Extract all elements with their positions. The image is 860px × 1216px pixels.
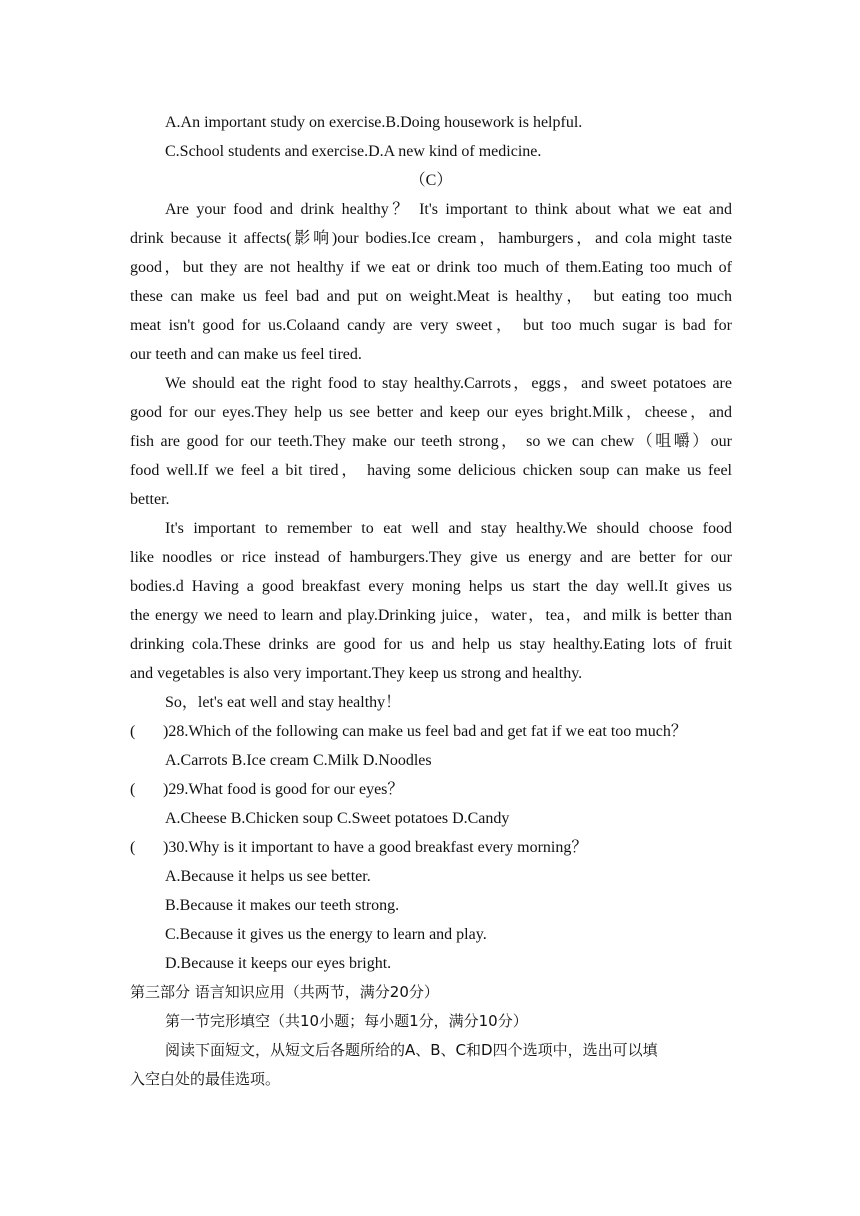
question-30-option-d: D.Because it keeps our eyes bright. <box>165 955 392 972</box>
question-28 <box>130 717 732 746</box>
part3-instruction-line-1: 阅读下面短文，从短文后各题所给的A、B、C和D四个选项中，选出可以填 <box>165 1041 658 1059</box>
question-28-options: A.Carrots B.Ice cream C.Milk D.Noodles <box>165 752 432 769</box>
prev-option-line-2: C.School students and exercise.D.A new kind of medicine. <box>165 143 542 160</box>
passage-line: drinking cola.These drinks are good for us and help us stay healthy.Eating lots of fruit <box>130 636 732 653</box>
passage-line: good for our eyes.They help us see better and keep our eyes bright.Milk，cheese，and <box>130 404 732 421</box>
question-30-option-c: C.Because it gives us the energy to learn and play. <box>165 926 487 943</box>
answer-bracket[interactable]: ( <box>130 723 136 740</box>
passage-line: meat isn't good for us.Colaand candy are very sweet， but too much sugar is bad for <box>130 317 732 334</box>
passage-line: better. <box>130 491 170 508</box>
passage-line: and vegetables is also very important.They keep us strong and healthy. <box>130 665 583 682</box>
passage-line: the energy we need to learn and play.Drinking juice，water，tea，and milk is better than <box>130 607 732 624</box>
part3-section1-heading: 第一节完形填空（共10小题；每小题1分，满分10分） <box>165 1012 528 1030</box>
passage-line: bodies.d Having a good breakfast every moning helps us start the day well.It gives us <box>130 578 732 595</box>
prev-option-line-1: A.An important study on exercise.B.Doing housework is helpful. <box>165 114 583 131</box>
question-29 <box>130 775 732 804</box>
passage-paragraph-3 <box>130 514 732 688</box>
question-text: )29.What food is good for our eyes？ <box>163 781 404 798</box>
passage-paragraph-1 <box>130 195 732 369</box>
passage-line: food well.If we feel a bit tired， having some delicious chicken soup can make us feel <box>130 462 732 479</box>
passage-paragraph-4: So，let's eat well and stay healthy！ <box>165 694 402 711</box>
passage-paragraph-2 <box>130 369 732 514</box>
question-30-option-a: A.Because it helps us see better. <box>165 868 371 885</box>
section-c-label: （C） <box>409 172 453 189</box>
answer-bracket[interactable]: ( <box>130 839 136 856</box>
question-30-option-b: B.Because it makes our teeth strong. <box>165 897 400 914</box>
passage-line: drink because it affects(影响)our bodies.Ice cream，hamburgers，and cola might taste <box>130 230 732 247</box>
page-content <box>130 108 732 1094</box>
question-text: )28.Which of the following can make us feel bad and get fat if we eat too much？ <box>163 723 687 740</box>
passage-line: like noodles or rice instead of hamburgers.They give us energy and are better for our <box>130 549 732 566</box>
passage-line: these can make us feel bad and put on weight.Meat is healthy， but eating too much <box>130 288 733 305</box>
passage-line: our teeth and can make us feel tired. <box>130 346 362 363</box>
answer-bracket[interactable]: ( <box>130 781 136 798</box>
passage-line: fish are good for our teeth.They make our teeth strong， so we can chew（咀嚼）our <box>130 433 732 450</box>
passage-line: good，but they are not healthy if we eat or drink too much of them.Eating too much of <box>130 259 732 276</box>
passage-line: It's important to remember to eat well and stay healthy.We should choose food <box>165 520 732 537</box>
question-29-options: A.Cheese B.Chicken soup C.Sweet potatoes D.Candy <box>165 810 510 827</box>
question-text: )30.Why is it important to have a good breakfast every morning？ <box>163 839 588 856</box>
part3-heading: 第三部分 语言知识应用（共两节，满分20分） <box>130 983 439 1001</box>
part3-instruction-line-2: 入空白处的最佳选项。 <box>130 1070 281 1088</box>
question-30 <box>130 833 732 862</box>
passage-line: We should eat the right food to stay healthy.Carrots，eggs，and sweet potatoes are <box>165 375 732 392</box>
passage-line: Are your food and drink healthy？ It's important to think about what we eat and <box>165 201 732 218</box>
